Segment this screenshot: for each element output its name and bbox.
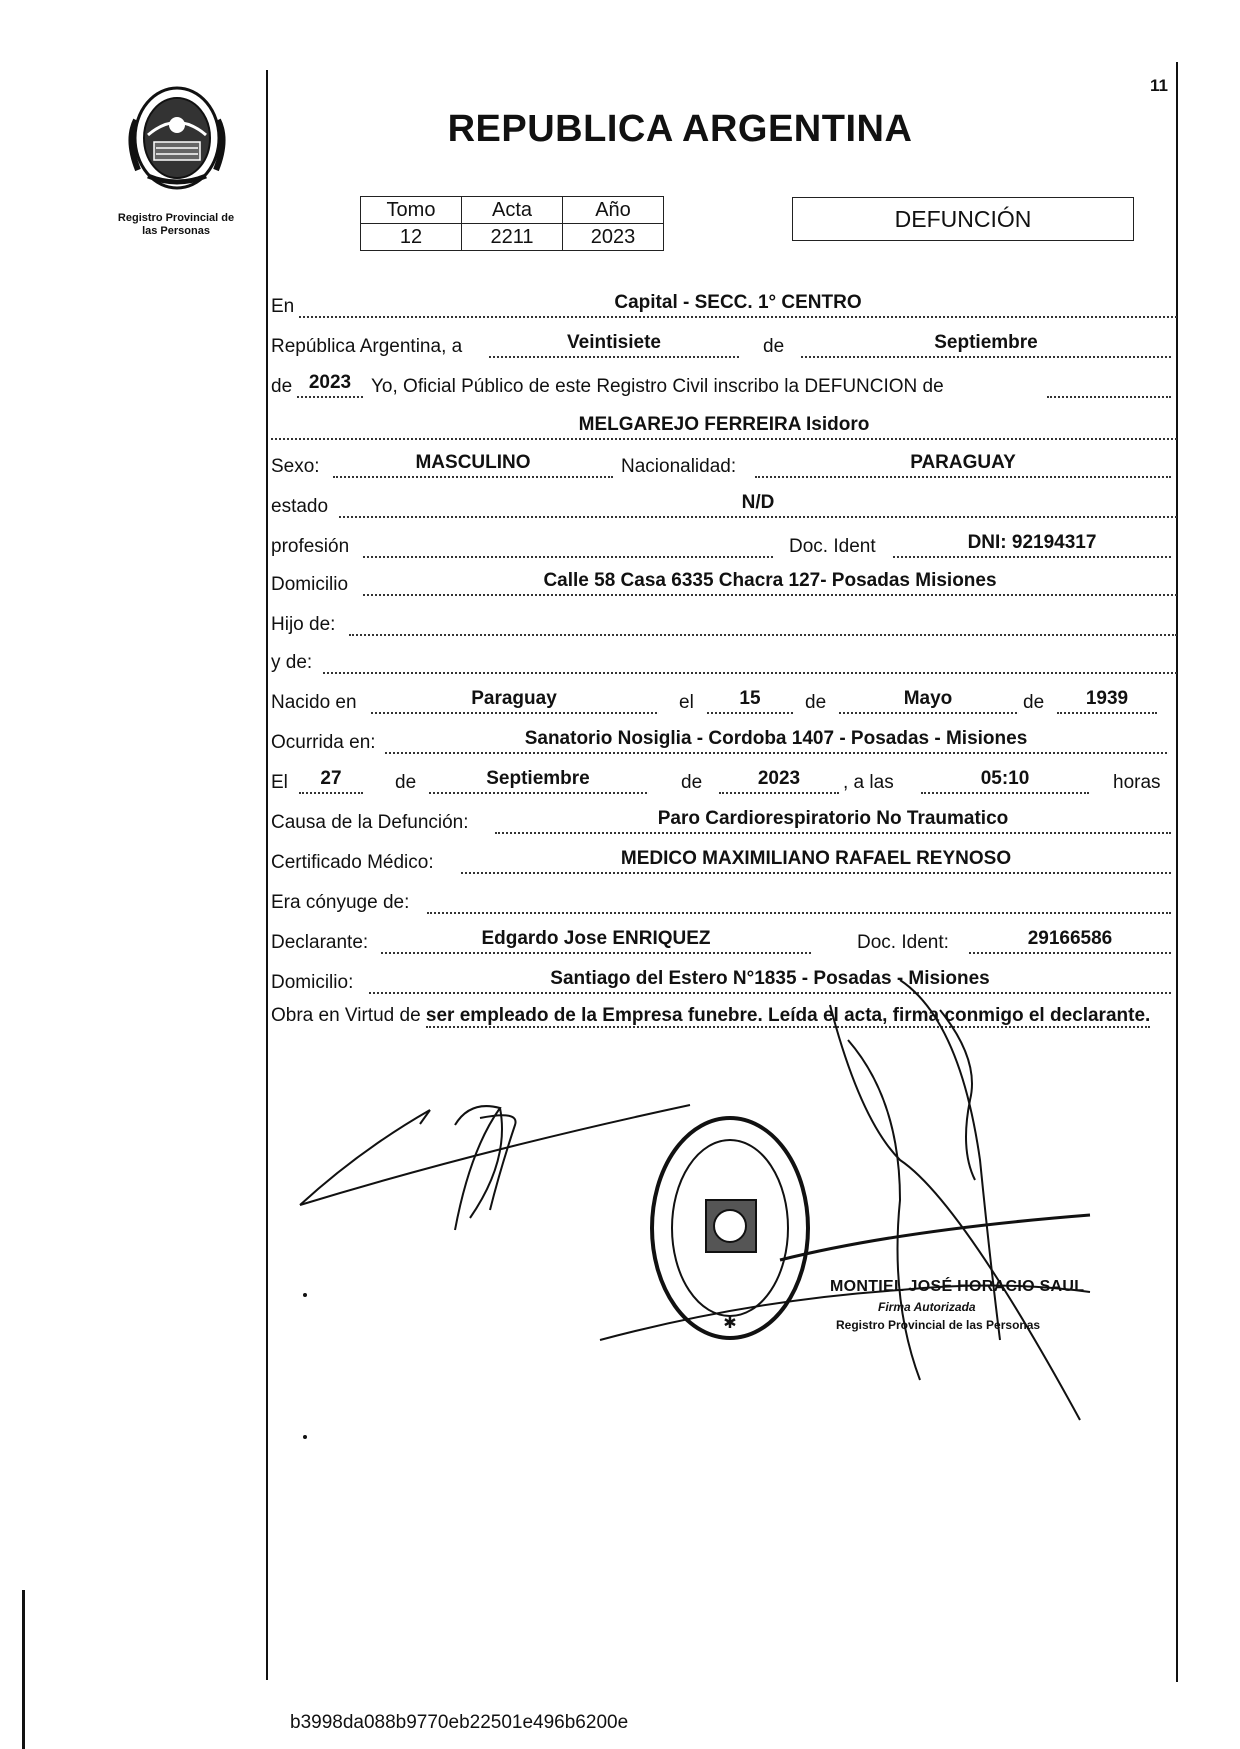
el-label: el — [679, 692, 694, 713]
estado-label: estado — [271, 496, 329, 517]
birth-month: Mayo — [903, 688, 953, 709]
tomo-header: Tomo — [361, 197, 462, 224]
obra-value: ser empleado de la Empresa funebre. Leída el acta, firma conmigo el declarante. — [425, 1005, 1151, 1026]
deceased-name: MELGAREJO FERREIRA Isidoro — [578, 414, 870, 435]
svg-text:✱: ✱ — [723, 1315, 737, 1332]
causa-label: Causa de la Defunción: — [271, 812, 469, 833]
official-org: Registro Provincial de las Personas — [836, 1318, 1041, 1332]
de-label-4: de — [1023, 692, 1045, 713]
conyuge-label: Era cónyuge de: — [271, 892, 410, 913]
doc-ident-value: DNI: 92194317 — [967, 532, 1097, 553]
nacionalidad-value: PARAGUAY — [910, 452, 1016, 473]
certificado-value: MEDICO MAXIMILIANO RAFAEL REYNOSO — [620, 848, 1012, 869]
en-label: En — [271, 296, 295, 317]
certificado-label: Certificado Médico: — [271, 852, 434, 873]
hijo-label: Hijo de: — [271, 614, 336, 635]
de-label: de — [763, 336, 785, 357]
death-time: 05:10 — [980, 768, 1030, 789]
nacionalidad-label: Nacionalidad: — [621, 456, 737, 477]
ocurrida-value: Sanatorio Nosiglia - Cordoba 1407 - Posadas - Misiones — [524, 728, 1028, 749]
stray-dot — [303, 1293, 307, 1297]
doc-ident-label: Doc. Ident — [789, 536, 876, 557]
sexo-label: Sexo: — [271, 456, 320, 477]
decl-domicilio-value: Santiago del Estero N°1835 - Posadas - Misiones — [550, 968, 990, 989]
de-label-5: de — [395, 772, 417, 793]
domicilio-label: Domicilio — [271, 574, 349, 595]
el-label-2: El — [271, 772, 288, 793]
declarante-doc-value: 29166586 — [1027, 928, 1113, 949]
yde-label: y de: — [271, 652, 313, 673]
logo-caption-line1: Registro Provincial de — [117, 212, 235, 224]
de-label-6: de — [681, 772, 703, 793]
nacido-label: Nacido en — [271, 692, 357, 713]
alas-label: , a las — [843, 772, 894, 793]
death-month: Septiembre — [486, 768, 590, 789]
declarant-signature — [300, 1105, 690, 1230]
decl-domicilio-label: Domicilio: — [271, 972, 354, 993]
profesion-label: profesión — [271, 536, 350, 557]
official-stamp — [652, 1118, 808, 1338]
obra-label: Obra en Virtud de — [271, 1005, 421, 1026]
official-role: Firma Autorizada — [878, 1300, 976, 1314]
record-type-box: DEFUNCIÓN — [792, 197, 1134, 241]
birth-year: 1939 — [1085, 688, 1129, 709]
causa-value: Paro Cardiorespiratorio No Traumatico — [657, 808, 1009, 829]
en-value: Capital - SECC. 1° CENTRO — [614, 292, 862, 313]
ocurrida-label: Ocurrida en: — [271, 732, 376, 753]
tomo-value: 12 — [361, 224, 462, 251]
anio-header: Año — [563, 197, 664, 224]
birth-day: 15 — [739, 688, 761, 709]
document-title: REPUBLICA ARGENTINA — [447, 108, 913, 150]
horas-label: horas — [1113, 772, 1161, 793]
day-words: Veintisiete — [567, 332, 661, 353]
logo-caption-line2: las Personas — [142, 225, 210, 237]
death-day: 27 — [320, 768, 342, 789]
stray-dot — [303, 1435, 307, 1439]
nacido-place: Paraguay — [471, 688, 557, 709]
domicilio-value: Calle 58 Casa 6335 Chacra 127- Posadas Misiones — [543, 570, 997, 591]
declarante-doc-label: Doc. Ident: — [857, 932, 949, 953]
official-name: MONTIEL JOSÉ HORACIO SAUL — [830, 1278, 1085, 1295]
acta-header: Acta — [462, 197, 563, 224]
anio-value: 2023 — [563, 224, 664, 251]
official-signature — [600, 980, 1090, 1420]
yo-text: Yo, Oficial Público de este Registro Civil inscribo la DEFUNCION de — [371, 376, 944, 397]
acta-value: 2211 — [462, 224, 563, 251]
de-label-2: de — [271, 376, 293, 397]
year-value: 2023 — [308, 372, 352, 393]
declarante-value: Edgardo Jose ENRIQUEZ — [481, 928, 711, 949]
page-number: 11 — [1150, 76, 1168, 95]
rep-label: República Argentina, a — [271, 336, 463, 357]
de-label-3: de — [805, 692, 827, 713]
estado-value: N/D — [741, 492, 775, 513]
death-year: 2023 — [757, 768, 801, 789]
document-hash: b3998da088b9770eb22501e496b6200e — [290, 1712, 629, 1733]
declarante-label: Declarante: — [271, 932, 369, 953]
sexo-value: MASCULINO — [415, 452, 531, 473]
month-value: Septiembre — [934, 332, 1038, 353]
